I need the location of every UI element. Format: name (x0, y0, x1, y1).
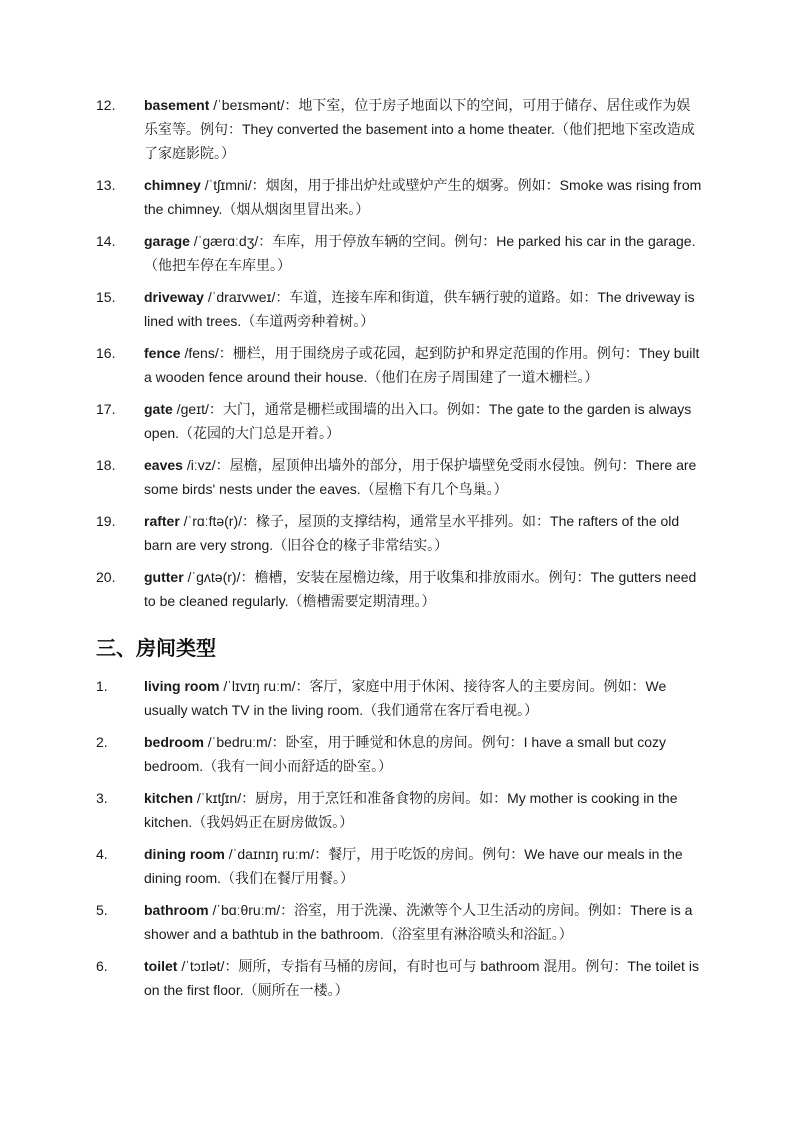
definition-text: /fens/：栅栏，用于围绕房子或花园，起到防护和界定范围的作用。例句：They built a wooden fence around their house.（他们在房子周围建了一道木栅栏。） (144, 345, 700, 385)
definition-text: /ˈɡʌtə(r)/：檐槽，安装在屋檐边缘，用于收集和排放雨水。例句：The gutters need to be cleaned regularly.（檐槽需要定期清理。） (144, 569, 697, 609)
list-item (96, 341, 702, 389)
list-item (96, 842, 702, 890)
item-number: 1. (96, 678, 108, 694)
vocabulary-term: driveway (144, 289, 204, 305)
item-number: 14. (96, 233, 116, 249)
item-number: 18. (96, 457, 116, 473)
definition-text: /ˈbɑːθruːm/：浴室，用于洗澡、洗漱等个人卫生活动的房间。例如：There is a shower and a bathtub in the bathroom.（浴室里有淋浴喷头和浴缸。） (144, 902, 693, 942)
list-item (96, 397, 702, 445)
vocabulary-term: gutter (144, 569, 184, 585)
definition-text: /ˈdaɪnɪŋ ruːm/：餐厅，用于吃饭的房间。例句：We have our meals in the dining room.（我们在餐厅用餐。） (144, 846, 683, 886)
definition-text: /ˈbeɪsmənt/：地下室，位于房子地面以下的空间，可用于储存、居住或作为娱乐室等。例句：They converted the basement into a home theater.（他们把地下室改造成了家庭影院。） (144, 97, 695, 161)
vocabulary-term: eaves (144, 457, 183, 473)
vocabulary-term: basement (144, 97, 210, 113)
definition-text: /ɡeɪt/：大门，通常是栅栏或围墙的出入口。例如：The gate to the garden is always open.（花园的大门总是开着。） (144, 401, 692, 441)
definition-text: /ˈtɔɪlət/：厕所，专指有马桶的房间，有时也可与 bathroom 混用。例句：The toilet is on the first floor.（厕所在一楼。） (144, 958, 699, 998)
vocabulary-term: chimney (144, 177, 201, 193)
item-number: 20. (96, 569, 116, 585)
definition-text: /ˈbedruːm/：卧室，用于睡觉和休息的房间。例句：I have a small but cozy bedroom.（我有一间小而舒适的卧室。） (144, 734, 666, 774)
list-item (96, 730, 702, 778)
vocabulary-term: rafter (144, 513, 180, 529)
list-item (96, 173, 702, 221)
definition-text: /ˈɡærɑːdʒ/：车库，用于停放车辆的空间。例句：He parked his car in the garage.（他把车停在车库里。） (144, 233, 696, 273)
list-item (96, 93, 702, 165)
definition-text: /ˈlɪvɪŋ ruːm/：客厅，家庭中用于休闲、接待客人的主要房间。例如：We usually watch TV in the living room.（我们通常在客厅看电视。） (144, 678, 667, 718)
vocabulary-term: kitchen (144, 790, 194, 806)
definition-text: /ˈtʃɪmni/：烟囱，用于排出炉灶或壁炉产生的烟雾。例如：Smoke was rising from the chimney.（烟从烟囱里冒出来。） (144, 177, 702, 217)
item-number: 3. (96, 790, 108, 806)
vocabulary-term: living room (144, 678, 220, 694)
item-number: 17. (96, 401, 116, 417)
vocabulary-list-room-types (96, 674, 702, 1010)
vocabulary-term: bathroom (144, 902, 209, 918)
list-item (96, 229, 702, 277)
item-number: 5. (96, 902, 108, 918)
list-item (96, 453, 702, 501)
item-number: 6. (96, 958, 108, 974)
definition-text: /ˈkɪtʃɪn/：厨房，用于烹饪和准备食物的房间。如：My mother is cooking in the kitchen.（我妈妈正在厨房做饭。） (144, 790, 678, 830)
item-number: 12. (96, 97, 116, 113)
vocabulary-term: fence (144, 345, 181, 361)
item-number: 15. (96, 289, 116, 305)
item-number: 13. (96, 177, 116, 193)
vocabulary-term: toilet (144, 958, 178, 974)
list-item (96, 285, 702, 333)
list-item (96, 565, 702, 613)
definition-text: /ˈrɑːftə(r)/：椽子，屋顶的支撑结构，通常呈水平排列。如：The rafters of the old barn are very strong.（旧谷仓的椽子非常结实。） (144, 513, 680, 553)
item-number: 16. (96, 345, 116, 361)
list-item (96, 954, 702, 1002)
definition-text: /ˈdraɪvweɪ/：车道，连接车库和街道，供车辆行驶的道路。如：The driveway is lined with trees.（车道两旁种着树。） (144, 289, 695, 329)
item-number: 2. (96, 734, 108, 750)
vocabulary-term: gate (144, 401, 173, 417)
list-item (96, 674, 702, 722)
vocabulary-term: garage (144, 233, 190, 249)
section-heading: 三、房间类型 (96, 638, 216, 660)
definition-text: /iːvz/：屋檐，屋顶伸出墙外的部分，用于保护墙壁免受雨水侵蚀。例句：There are some birds' nests under the eaves.（屋檐下有几个鸟巢。） (144, 457, 697, 497)
vocabulary-term: bedroom (144, 734, 204, 750)
vocabulary-list-house-parts (96, 93, 702, 621)
item-number: 19. (96, 513, 116, 529)
list-item (96, 509, 702, 557)
vocabulary-term: dining room (144, 846, 225, 862)
list-item (96, 786, 702, 834)
item-number: 4. (96, 846, 108, 862)
list-item (96, 898, 702, 946)
